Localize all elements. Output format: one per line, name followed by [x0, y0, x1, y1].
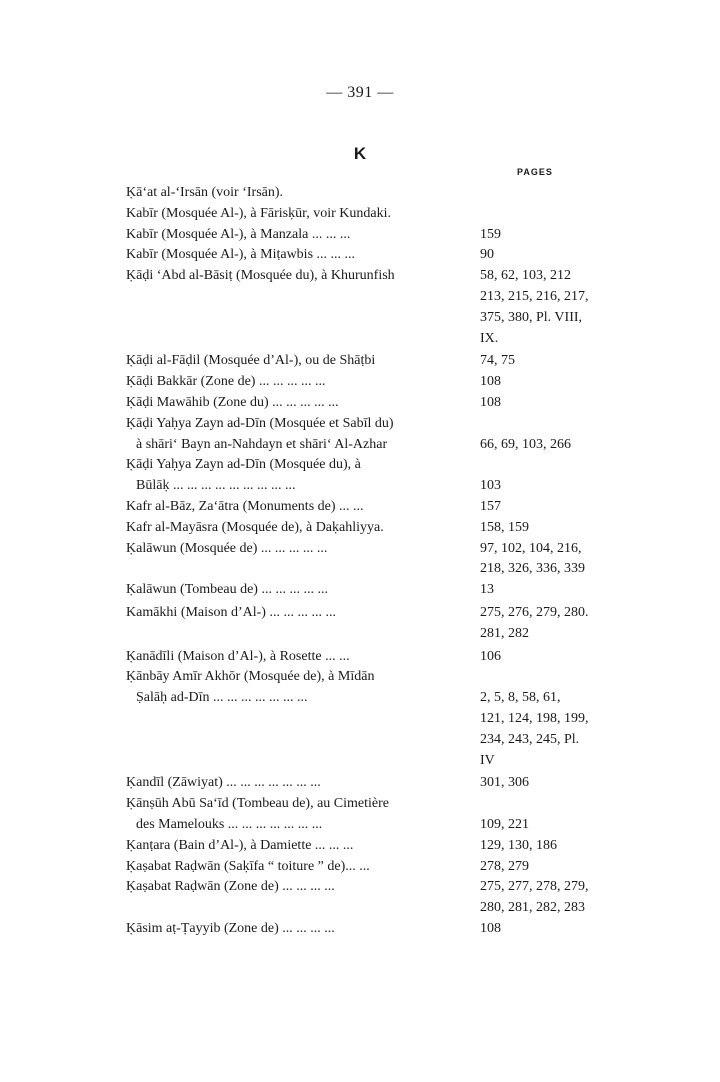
index-entry-pages: 108: [480, 374, 501, 390]
index-entry-pages: 159: [480, 226, 501, 242]
index-entry-title-line: Ḳāsim aṭ-Ṭayyib (Zone de) ... ... ... ...: [126, 920, 335, 936]
index-entry-title-line: Kafr al-Mayāsra (Mosquée de), à Daḳahliyya.: [126, 519, 384, 535]
index-entry: [126, 836, 616, 857]
index-entry-title-line: des Mamelouks ... ... ... ... ... ... ...: [136, 816, 323, 832]
index-entry: [126, 667, 616, 771]
index-entry-title: [126, 580, 476, 601]
index-entry-pages: 58, 62, 103, 212 213, 215, 216, 217, 375, 380, Pl. VIII, IX.: [480, 268, 589, 346]
index-entry: [126, 794, 616, 836]
index-entry-title: [126, 393, 476, 414]
index-entry-title-line: Ḳanādīli (Maison d’Al-), à Rosette ... ...: [126, 648, 350, 664]
index-entry-pages: 66, 69, 103, 266: [480, 436, 571, 452]
index-entry-title: [126, 372, 476, 393]
index-entry-title-line: Ḳā‘at al-‘Irsān (voir ‘Irsān).: [126, 185, 284, 200]
index-entry-pages: 103: [480, 478, 501, 494]
index-entry-title-line: Būlāḳ ... ... ... ... ... ... ... ... ...: [136, 478, 296, 494]
index-entry-title-line: Ḳāḍi Mawāhib (Zone du) ... ... ... ... ...: [126, 394, 339, 410]
index-entry: [126, 225, 616, 246]
index-entry: [126, 857, 616, 878]
index-entry-pages: 275, 276, 279, 280. 281, 282: [480, 604, 589, 641]
index-entry: [126, 455, 616, 497]
index-entry-title-line: Ḳaṣabat Raḍwān (Saḳīfa “ toiture ” de)... ...: [126, 858, 370, 874]
index-entry-title: [126, 183, 476, 204]
index-entry-pages: 106: [480, 648, 501, 664]
index-entry-title-line: Ḳalāwun (Mosquée de) ... ... ... ... ...: [126, 540, 328, 556]
index-entry-title-line: Ḳalāwun (Tombeau de) ... ... ... ... ...: [126, 582, 328, 598]
index-entry-list: [126, 183, 616, 940]
index-entry-pages: 129, 130, 186: [480, 837, 557, 853]
index-entry-title-line: Ḳanṭara (Bain d’Al-), à Damiette ... ... ...: [126, 837, 354, 853]
index-entry-title: [126, 603, 476, 624]
index-entry-pages: 157: [480, 498, 501, 514]
index-entry-title: [126, 773, 476, 794]
index-entry: [126, 393, 616, 414]
index-entry: [126, 539, 616, 581]
index-entry-pages: 90: [480, 247, 494, 263]
index-entry: [126, 266, 616, 349]
index-entry: [126, 372, 616, 393]
section-letter-heading: K: [353, 144, 367, 163]
page-number: — 391 —: [326, 84, 394, 101]
index-entry-title-line: Ḳandīl (Zāwiyat) ... ... ... ... ... ... ...: [126, 775, 321, 791]
index-entry-pages: 13: [480, 582, 494, 598]
index-entry-title-line: Ṣalāḥ ad-Dīn ... ... ... ... ... ... ...: [136, 690, 308, 706]
index-entry-title: [126, 266, 476, 287]
index-entry: [126, 580, 616, 601]
index-entry-pages: 74, 75: [480, 353, 515, 369]
index-entry: [126, 414, 616, 456]
index-entry-title: [126, 836, 476, 857]
index-entry-title-line: Kabīr (Mosquée Al-), à Fārisḳūr, voir Kundaki.: [126, 205, 391, 221]
index-entry-title: [126, 667, 476, 709]
index-entry-title: [126, 647, 476, 668]
index-entry-title-line: Kabīr (Mosquée Al-), à Manzala ... ... ...: [126, 226, 351, 242]
index-entry: [126, 919, 616, 940]
index-entry-title: [126, 857, 476, 878]
index-entry: [126, 351, 616, 372]
index-entry: [126, 603, 616, 645]
index-entry-pages: 2, 5, 8, 58, 61, 121, 124, 198, 199, 234, 243, 245, Pl. IV: [480, 690, 589, 768]
index-entry-title-line: Ḳāḍi Bakkār (Zone de) ... ... ... ... ...: [126, 374, 326, 390]
index-entry-pages: 108: [480, 394, 501, 410]
index-entry-title: [126, 414, 476, 456]
index-entry-title-line: Kamākhi (Maison d’Al-) ... ... ... ... ...: [126, 604, 336, 620]
index-entry-title-line: Ḳānṣūh Abū Sa‘īd (Tombeau de), au Cimetière: [126, 796, 390, 812]
index-entry-title-line: Ḳānbāy Amīr Akhōr (Mosquée de), à Mīdān: [126, 669, 375, 685]
index-entry-pages: 301, 306: [480, 775, 529, 791]
index-entry: [126, 877, 616, 919]
index-entry-title-line: Ḳāḍi Yaḥya Zayn ad-Dīn (Mosquée du), à: [126, 457, 361, 473]
index-entry-title: [126, 877, 476, 898]
index-entry-title-line: Ḳāḍi ‘Abd al-Bāsiṭ (Mosquée du), à Khurunfish: [126, 268, 395, 284]
index-entry-title: [126, 455, 476, 497]
index-entry: [126, 183, 616, 204]
index-entry-pages: 275, 277, 278, 279, 280, 281, 282, 283: [480, 879, 589, 916]
pages-column-header: PAGES: [517, 167, 553, 177]
index-entry: [126, 204, 616, 225]
index-entry-title: [126, 919, 476, 940]
index-entry-pages: 158, 159: [480, 519, 529, 535]
index-entry: [126, 647, 616, 668]
index-entry-title-line: Ḳāḍi Yaḥya Zayn ad-Dīn (Mosquée et Sabīl du): [126, 415, 394, 431]
index-entry-title-line: Ḳaṣabat Raḍwān (Zone de) ... ... ... ...: [126, 879, 335, 895]
index-entry-title-line: à shāri‘ Bayn an-Nahdayn et shāri‘ Al-Azhar: [136, 436, 388, 452]
index-entry-pages: 109, 221: [480, 816, 529, 832]
index-entry-pages: 108: [480, 920, 501, 936]
index-entry-title: [126, 351, 476, 372]
index-entry-title: [126, 539, 476, 560]
index-entry: [126, 773, 616, 794]
index-entry: [126, 497, 616, 518]
index-entry-title: [126, 225, 476, 246]
index-entry-title-line: Ḳāḍi al-Fāḍil (Mosquée d’Al-), ou de Shāṭbi: [126, 353, 376, 369]
index-entry-title: [126, 245, 476, 266]
index-entry-title: [126, 518, 476, 539]
index-entry: [126, 518, 616, 539]
index-entry-pages: 97, 102, 104, 216, 218, 326, 336, 339: [480, 540, 585, 577]
index-entry: [126, 245, 616, 266]
index-entry-title-line: Kafr al-Bāz, Za‘ātra (Monuments de) ... ...: [126, 498, 364, 514]
index-entry-title: [126, 794, 476, 836]
index-entry-title-line: Kabīr (Mosquée Al-), à Miṭawbis ... ... ...: [126, 247, 356, 263]
index-entry-title: [126, 497, 476, 518]
index-entry-pages: 278, 279: [480, 858, 529, 874]
index-entry-title: [126, 204, 476, 225]
